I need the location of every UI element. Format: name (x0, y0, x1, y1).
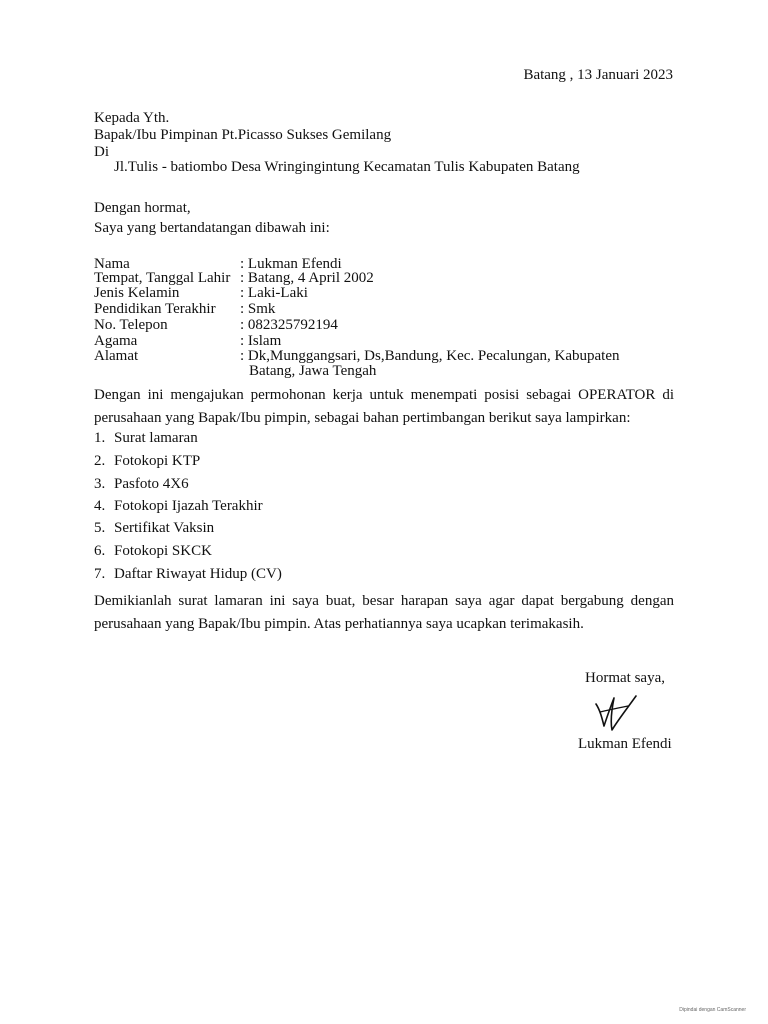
list-number: 1. (94, 430, 106, 446)
recipient-di: Di (94, 144, 109, 160)
list-text: Daftar Riwayat Hidup (CV) (114, 566, 282, 582)
list-item (94, 430, 198, 447)
identity-label: No. Telepon (94, 317, 168, 333)
identity-label: Nama (94, 256, 130, 272)
scanner-watermark: Dipindai dengan CamScanner (679, 1007, 746, 1013)
list-text: Pasfoto 4X6 (114, 476, 189, 492)
recipient-name: Bapak/Ibu Pimpinan Pt.Picasso Sukses Gemilang (94, 127, 392, 143)
identity-label: Pendidikan Terakhir (94, 301, 216, 317)
list-number: 6. (94, 543, 106, 559)
list-item (94, 520, 214, 537)
list-number: 7. (94, 566, 106, 582)
list-item (94, 453, 200, 470)
list-text: Fotokopi KTP (114, 453, 201, 469)
identity-value: : Smk (240, 301, 276, 317)
identity-value: : Dk,Munggangsari, Ds,Bandung, Kec. Pecalungan, Kabupaten (240, 348, 620, 364)
recipient-salutation: Kepada Yth. (94, 110, 170, 126)
list-text: Fotokopi SKCK (114, 543, 212, 559)
closing-phrase: Hormat saya, (585, 670, 665, 686)
recipient-address: Jl.Tulis - batiombo Desa Wringingintung Kecamatan Tulis Kabupaten Batang (114, 159, 580, 175)
list-item (94, 476, 189, 493)
greeting: Dengan hormat, (94, 200, 191, 216)
letter-date: Batang , 13 Januari 2023 (523, 67, 673, 83)
identity-label: Alamat (94, 348, 139, 364)
identity-label: Agama (94, 333, 138, 349)
list-text: Sertifikat Vaksin (114, 520, 215, 536)
closing-paragraph: Demikianlah surat lamaran ini saya buat, besar harapan saya agar dapat bergabung dengan perusahaan yang Bapak/Ibu pimpin. Atas perhatiannya saya ucapkan terimakasih. (94, 593, 674, 632)
list-number: 3. (94, 476, 106, 492)
list-number: 4. (94, 498, 106, 514)
list-text: Fotokopi Ijazah Terakhir (114, 498, 263, 514)
signer-name: Lukman Efendi (578, 736, 672, 752)
identity-value: : Lukman Efendi (240, 256, 342, 272)
identity-value: : Laki-Laki (240, 285, 308, 301)
list-number: 5. (94, 520, 106, 536)
identity-value-continued: Batang, Jawa Tengah (249, 363, 377, 379)
identity-value: : Batang, 4 April 2002 (240, 270, 374, 286)
signature-icon (592, 690, 640, 736)
identity-value: : 082325792194 (240, 317, 338, 333)
list-number: 2. (94, 453, 106, 469)
list-item (94, 543, 212, 560)
identity-label: Jenis Kelamin (94, 285, 180, 301)
list-item (94, 498, 263, 515)
identity-label: Tempat, Tanggal Lahir (94, 270, 231, 286)
list-text: Surat lamaran (114, 430, 198, 446)
body-paragraph: Dengan ini mengajukan permohonan kerja untuk menempati posisi sebagai OPERATOR di perusahaan yang Bapak/Ibu pimpin, sebagai bahan pertimbangan berikut saya lampirkan: (94, 387, 674, 426)
list-item (94, 566, 282, 583)
identity-value: : Islam (240, 333, 282, 349)
intro-line: Saya yang bertandatangan dibawah ini: (94, 220, 330, 236)
